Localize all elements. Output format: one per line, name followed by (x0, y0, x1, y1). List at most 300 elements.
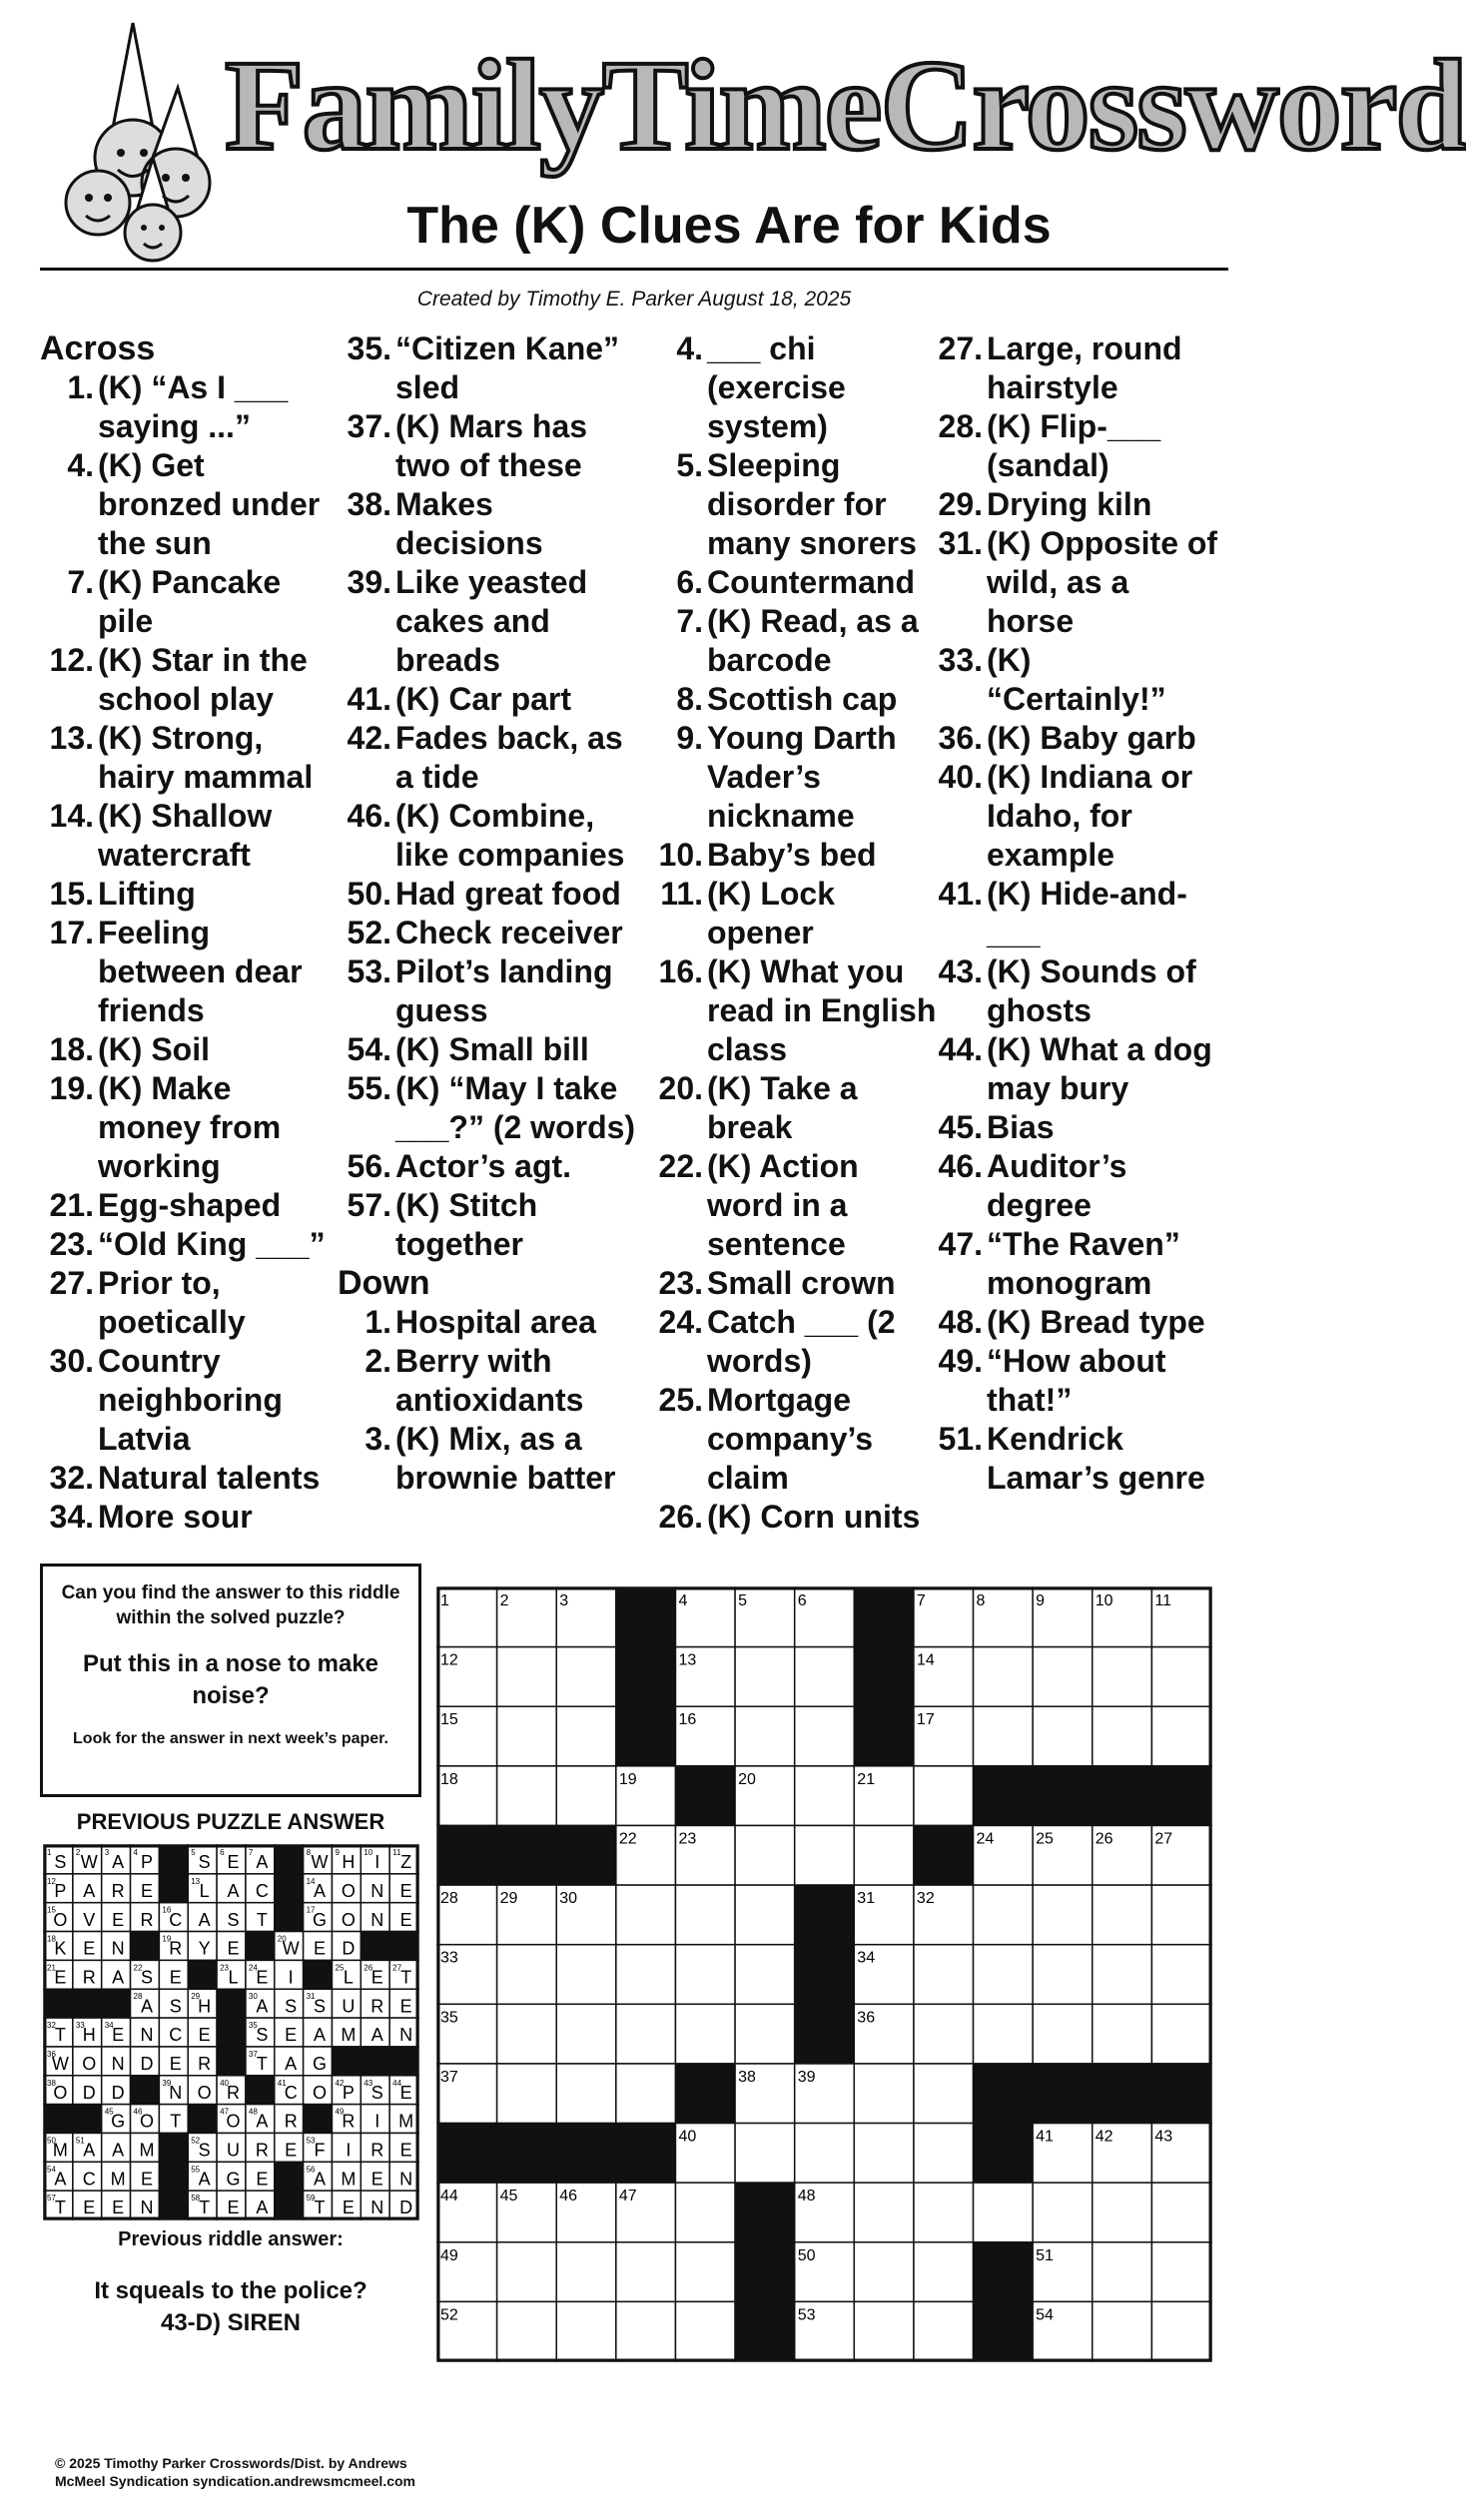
black-square (102, 1989, 131, 2018)
clue-text: (K) Pancake pile (98, 564, 282, 639)
cell-number: 57 (47, 2194, 56, 2204)
black-square (1151, 1766, 1211, 1826)
cell-letter: A (83, 2140, 96, 2161)
black-square (246, 2076, 275, 2105)
cell-number: 10 (1095, 1592, 1113, 1609)
black-square (795, 1885, 855, 1945)
black-square (389, 1932, 418, 1961)
clue-text: ___ chi (exercise system) (707, 330, 846, 444)
black-square (217, 2018, 246, 2047)
crossword-grid[interactable] (437, 1587, 1211, 2361)
cell-letter: O (341, 1909, 356, 1930)
cell-letter: P (342, 2082, 355, 2103)
grid-cell[interactable] (675, 2004, 735, 2064)
grid-cell[interactable] (974, 1706, 1034, 1766)
grid-cell[interactable] (795, 1706, 855, 1766)
cell-letter: R (284, 2111, 298, 2132)
cell-letter: A (370, 2025, 383, 2046)
clue-number: 47. (938, 1226, 983, 1262)
clue-text: (K) Indiana or Idaho, for example (987, 759, 1193, 873)
black-square (616, 1706, 676, 1766)
cell-letter: A (54, 2169, 67, 2190)
clue-item (649, 1147, 939, 1264)
black-square (159, 2191, 188, 2219)
grid-cell[interactable] (497, 1647, 557, 1707)
clue-number: 50. (347, 876, 391, 912)
grid-cell[interactable] (616, 1945, 676, 2005)
grid-cell[interactable] (735, 1825, 795, 1885)
grid-cell[interactable] (795, 2124, 855, 2184)
grid-cell[interactable] (1033, 1706, 1093, 1766)
grid-cell[interactable] (675, 2301, 735, 2361)
clue-text: Country neighboring Latvia (98, 1343, 283, 1457)
cell-letter: A (256, 1852, 269, 1873)
clue-text: Actor’s agt. (395, 1148, 572, 1184)
clue-item (929, 1342, 1218, 1420)
black-square (304, 1960, 333, 1989)
clue-item (929, 758, 1218, 875)
black-square (332, 2047, 361, 2076)
cell-letter: G (226, 2169, 241, 2190)
cell-letter: D (342, 1938, 356, 1959)
cell-number: 38 (47, 2078, 56, 2088)
grid-cell[interactable] (616, 2242, 676, 2302)
grid-cell[interactable] (616, 1885, 676, 1945)
clue-number: 48. (938, 1304, 983, 1340)
cell-letter: A (140, 1996, 153, 2017)
grid-cell[interactable] (1093, 2004, 1152, 2064)
clue-item (649, 952, 939, 1069)
previous-riddle-label: Previous riddle answer: (118, 2228, 344, 2250)
grid-cell[interactable] (1033, 2004, 1093, 2064)
grid-cell[interactable] (854, 1825, 914, 1885)
clue-text: Natural talents (98, 1460, 321, 1496)
grid-cell[interactable] (1093, 1647, 1152, 1707)
grid-cell[interactable] (616, 2301, 676, 2361)
cell-number: 20 (277, 1934, 287, 1944)
cell-number: 51 (1036, 2246, 1054, 2264)
grid-cell[interactable] (1151, 2004, 1211, 2064)
cell-letter: E (140, 2169, 153, 2190)
clue-number: 33. (938, 642, 983, 678)
cell-number: 6 (220, 1848, 225, 1857)
cell-number: 37 (440, 2068, 458, 2086)
grid-cell[interactable] (914, 2301, 974, 2361)
cell-letter: A (314, 2025, 327, 2046)
grid-cell[interactable] (914, 2183, 974, 2242)
cell-number: 40 (678, 2128, 697, 2146)
cell-letter: S (198, 2140, 211, 2161)
clue-item (40, 446, 330, 563)
grid-cell[interactable] (854, 2124, 914, 2184)
cell-letter: A (256, 2198, 269, 2218)
cell-number: 38 (738, 2068, 756, 2086)
grid-cell[interactable] (497, 2242, 557, 2302)
cell-number: 27 (392, 1963, 402, 1973)
clue-text: (K) “May I take ___?” (2 words) (395, 1070, 636, 1145)
cell-number: 48 (797, 2188, 816, 2205)
black-square (616, 2124, 676, 2184)
grid-cell[interactable] (854, 2242, 914, 2302)
cell-number: 22 (618, 1830, 637, 1848)
clue-text: Sleeping disorder for many snorers (707, 447, 917, 561)
grid-cell[interactable] (675, 2183, 735, 2242)
clue-item (929, 1030, 1218, 1108)
cell-number: 33 (75, 2021, 85, 2031)
cell-letter: S (370, 2082, 383, 2103)
clue-number: 16. (658, 953, 703, 989)
cell-letter: E (169, 1967, 182, 1988)
grid-cell[interactable] (795, 1825, 855, 1885)
clue-number: 45. (938, 1109, 983, 1145)
cell-letter: D (82, 2082, 96, 2103)
black-square (1093, 2064, 1152, 2124)
cell-number: 35 (248, 2021, 258, 2031)
cell-number: 45 (499, 2188, 518, 2205)
cell-letter: R (82, 1967, 96, 1988)
grid-cell[interactable] (735, 1647, 795, 1707)
grid-cell[interactable] (556, 2064, 616, 2124)
clue-text: Feeling between dear friends (98, 915, 303, 1028)
grid-cell[interactable] (735, 1706, 795, 1766)
cell-number: 12 (440, 1651, 458, 1669)
cell-letter: N (140, 2198, 154, 2218)
grid-cell[interactable] (497, 2301, 557, 2361)
clue-column-4 (929, 329, 1218, 1498)
grid-cell[interactable] (1033, 2183, 1093, 2242)
cell-letter: W (311, 1852, 329, 1873)
grid-cell[interactable] (854, 2183, 914, 2242)
cell-number: 27 (1154, 1830, 1173, 1848)
black-square (159, 2133, 188, 2162)
cell-number: 25 (1036, 1830, 1054, 1848)
clue-number: 27. (49, 1265, 94, 1301)
grid-cell[interactable] (1033, 1945, 1093, 2005)
clue-column-3 (649, 329, 939, 1537)
black-square (246, 1932, 275, 1961)
cell-number: 29 (499, 1890, 518, 1908)
grid-cell[interactable] (914, 1945, 974, 2005)
clue-text: Large, round hairstyle (987, 330, 1182, 405)
clue-number: 28. (938, 408, 983, 444)
cell-number: 59 (306, 2194, 316, 2204)
clue-item (40, 1264, 330, 1342)
cell-number: 24 (976, 1830, 995, 1848)
clue-number: 46. (938, 1148, 983, 1184)
black-square (275, 1903, 304, 1932)
cell-letter: S (169, 1996, 182, 2017)
black-square (675, 1766, 735, 1826)
clue-text: Makes decisions (395, 486, 543, 561)
cell-letter: U (227, 2140, 240, 2161)
clue-item (649, 1069, 939, 1147)
black-square (795, 1945, 855, 2005)
black-square (275, 1874, 304, 1903)
cell-letter: E (112, 2198, 125, 2218)
cell-letter: O (313, 2082, 328, 2103)
cell-number: 36 (857, 2009, 876, 2027)
cell-number: 10 (364, 1848, 373, 1857)
black-square (389, 2047, 418, 2076)
black-square (616, 1587, 676, 1647)
grid-cell[interactable] (974, 2004, 1034, 2064)
clue-number: 29. (938, 486, 983, 522)
grid-cell[interactable] (854, 2064, 914, 2124)
cell-number: 41 (277, 2078, 287, 2088)
cell-letter: A (314, 1880, 327, 1901)
grid-cell[interactable] (556, 2301, 616, 2361)
clue-number: 10. (658, 837, 703, 873)
clue-item (338, 680, 647, 719)
cell-number: 14 (916, 1651, 935, 1669)
previous-puzzle-title: PREVIOUS PUZZLE ANSWER (76, 1809, 385, 1834)
cell-letter: R (198, 2054, 212, 2074)
grid-cell[interactable] (497, 1706, 557, 1766)
cell-letter: A (112, 1852, 125, 1873)
black-square (675, 2064, 735, 2124)
cell-number: 30 (248, 1992, 258, 2002)
cell-number: 3 (104, 1848, 110, 1857)
grid-cell[interactable] (974, 1647, 1034, 1707)
clue-column-2 (338, 329, 647, 1498)
clue-text: (K) Take a break (707, 1070, 858, 1145)
grid-cell[interactable] (914, 2124, 974, 2184)
cell-number: 9 (335, 1848, 340, 1857)
black-square (974, 2301, 1034, 2361)
grid-cell[interactable] (616, 2004, 676, 2064)
cell-letter: E (314, 1938, 327, 1959)
grid-cell[interactable] (914, 2064, 974, 2124)
clue-number: 51. (938, 1421, 983, 1457)
cell-letter: D (399, 2198, 413, 2218)
clue-item (649, 329, 939, 446)
cell-number: 32 (47, 2021, 56, 2031)
grid-cell[interactable] (1093, 1885, 1152, 1945)
cell-letter: O (197, 2082, 212, 2103)
cell-letter: A (285, 2054, 298, 2074)
clue-text: (K) Lock opener (707, 876, 835, 950)
grid-cell[interactable] (914, 2242, 974, 2302)
grid-cell[interactable] (556, 2242, 616, 2302)
clue-text: Hospital area (395, 1304, 596, 1340)
cell-letter: O (139, 2111, 154, 2132)
cell-letter: E (83, 1938, 96, 1959)
grid-cell[interactable] (1093, 2183, 1152, 2242)
cell-number: 54 (1036, 2306, 1054, 2324)
cell-number: 40 (220, 2078, 229, 2088)
clue-number: 13. (49, 720, 94, 756)
black-square (217, 2047, 246, 2076)
grid-cell[interactable] (735, 1885, 795, 1945)
cell-number: 6 (797, 1592, 807, 1609)
puzzle-subtitle: The (K) Clues Are for Kids (406, 197, 1052, 255)
black-square (275, 2191, 304, 2219)
grid-cell[interactable] (1093, 2301, 1152, 2361)
riddle-box (40, 1564, 421, 1797)
cell-letter: N (111, 1938, 125, 1959)
grid-cell[interactable] (1033, 1647, 1093, 1707)
black-square (616, 1647, 676, 1707)
grid-cell[interactable] (974, 1885, 1034, 1945)
cell-number: 11 (392, 1848, 401, 1857)
clue-number: 1. (365, 1304, 391, 1340)
clue-text: (K) “As I ___ saying ...” (98, 369, 289, 444)
cell-number: 52 (191, 2136, 201, 2146)
cell-number: 2 (499, 1592, 509, 1609)
cell-number: 34 (104, 2021, 114, 2031)
grid-cell[interactable] (675, 1885, 735, 1945)
grid-cell[interactable] (497, 2004, 557, 2064)
grid-cell[interactable] (1151, 2242, 1211, 2302)
cell-letter: A (256, 1996, 269, 2017)
cell-letter: C (255, 1880, 269, 1901)
clue-item (929, 524, 1218, 641)
clue-item (40, 1498, 330, 1537)
cell-letter: T (54, 2198, 66, 2218)
clue-text: Egg-shaped (98, 1187, 282, 1223)
cell-number: 30 (559, 1890, 578, 1908)
clue-item (338, 1342, 647, 1420)
cell-letter: O (53, 1909, 68, 1930)
cell-letter: E (227, 1938, 240, 1959)
grid-cell[interactable] (914, 2004, 974, 2064)
grid-cell[interactable] (914, 1766, 974, 1826)
clue-text: (K) Bread type (987, 1304, 1205, 1340)
clue-text: (K) Shallow watercraft (98, 798, 273, 873)
cell-letter: C (169, 1909, 183, 1930)
cell-letter: E (285, 2140, 298, 2161)
cell-number: 21 (857, 1770, 876, 1788)
grid-cell[interactable] (735, 2004, 795, 2064)
cell-number: 45 (104, 2107, 114, 2117)
grid-cell[interactable] (795, 1766, 855, 1826)
cell-letter: A (112, 2140, 125, 2161)
cell-letter: A (227, 1880, 240, 1901)
kids-pencil-logo (58, 18, 233, 268)
grid-cell[interactable] (556, 2004, 616, 2064)
grid-cell[interactable] (735, 1945, 795, 2005)
grid-cell[interactable] (1151, 1706, 1211, 1766)
grid-cell[interactable] (497, 1766, 557, 1826)
grid-cell[interactable] (1093, 2242, 1152, 2302)
black-square (73, 1989, 102, 2018)
clue-item (338, 1069, 647, 1147)
clue-number: 21. (49, 1187, 94, 1223)
black-square (131, 1932, 160, 1961)
grid-cell[interactable] (1151, 2301, 1211, 2361)
cell-number: 8 (306, 1848, 312, 1857)
clue-item (40, 797, 330, 875)
clue-item (40, 914, 330, 1030)
cell-number: 29 (191, 1992, 201, 2002)
grid-cell[interactable] (1151, 1945, 1211, 2005)
clue-item (338, 875, 647, 914)
grid-cell[interactable] (1151, 2183, 1211, 2242)
previous-riddle (40, 2228, 421, 2339)
clue-text: “How about that!” (987, 1343, 1166, 1418)
grid-cell[interactable] (556, 1706, 616, 1766)
cell-letter: K (54, 1938, 67, 1959)
cell-letter: S (54, 1852, 67, 1873)
clue-number: 12. (49, 642, 94, 678)
black-square (159, 2162, 188, 2191)
clue-item (649, 836, 939, 875)
cell-number: 18 (47, 1934, 56, 1944)
previous-riddle-answer: 43-D) SIREN (160, 2309, 302, 2336)
grid-cell[interactable] (616, 2064, 676, 2124)
grid-cell[interactable] (497, 2064, 557, 2124)
clue-text: (K) Baby garb (987, 720, 1196, 756)
cell-letter: I (374, 2111, 380, 2132)
clue-number: 23. (658, 1265, 703, 1301)
clue-text: (K) Corn units (707, 1499, 921, 1535)
clue-item (338, 1420, 647, 1498)
cell-number: 43 (364, 2078, 373, 2088)
cell-letter: E (399, 1909, 412, 1930)
cell-letter: M (398, 2111, 414, 2132)
grid-cell[interactable] (556, 1766, 616, 1826)
clue-text: (K) What you read in English class (707, 953, 937, 1067)
cell-letter: E (112, 1909, 125, 1930)
cell-letter: E (112, 2025, 125, 2046)
cell-number: 20 (738, 1770, 756, 1788)
cell-number: 21 (47, 1963, 56, 1973)
grid-cell[interactable] (795, 1647, 855, 1707)
riddle-question: Put this in a nose to make noise? (82, 1650, 379, 1709)
cell-letter: I (346, 2140, 352, 2161)
cell-letter: T (256, 2054, 268, 2074)
cell-number: 23 (220, 1963, 229, 1973)
grid-cell[interactable] (854, 2301, 914, 2361)
clue-text: Pilot’s landing guess (395, 953, 613, 1028)
clue-item (338, 563, 647, 680)
grid-cell[interactable] (735, 2124, 795, 2184)
cell-letter: A (198, 2169, 211, 2190)
cell-letter: R (370, 2140, 384, 2161)
cell-number: 2 (75, 1848, 81, 1857)
cell-number: 26 (364, 1963, 373, 1973)
clue-item (649, 1303, 939, 1381)
black-square (1093, 1766, 1152, 1826)
grid-cell[interactable] (1033, 1885, 1093, 1945)
clue-text: Mortgage company’s claim (707, 1382, 873, 1496)
grid-cell[interactable] (1093, 1706, 1152, 1766)
grid-cell[interactable] (675, 2242, 735, 2302)
cell-letter: L (199, 1880, 210, 1901)
grid-cell[interactable] (1093, 1945, 1152, 2005)
cell-letter: P (54, 1880, 67, 1901)
grid-cell[interactable] (1151, 1647, 1211, 1707)
puzzle-title: FamilyTimeCrossword (225, 34, 1466, 178)
grid-cell[interactable] (497, 1945, 557, 2005)
black-square (159, 1845, 188, 1874)
grid-cell[interactable] (1151, 1885, 1211, 1945)
clue-item (40, 1030, 330, 1069)
clue-item (649, 602, 939, 680)
cell-letter: E (256, 1967, 269, 1988)
black-square (188, 2105, 217, 2134)
grid-cell[interactable] (974, 1945, 1034, 2005)
black-square (361, 1932, 389, 1961)
clue-item (338, 1303, 647, 1342)
grid-cell[interactable] (556, 1945, 616, 2005)
clue-item (929, 875, 1218, 952)
cell-number: 52 (440, 2306, 458, 2324)
grid-cell[interactable] (974, 2183, 1034, 2242)
grid-cell[interactable] (556, 1647, 616, 1707)
grid-cell[interactable] (675, 1945, 735, 2005)
cell-letter: T (170, 2111, 182, 2132)
